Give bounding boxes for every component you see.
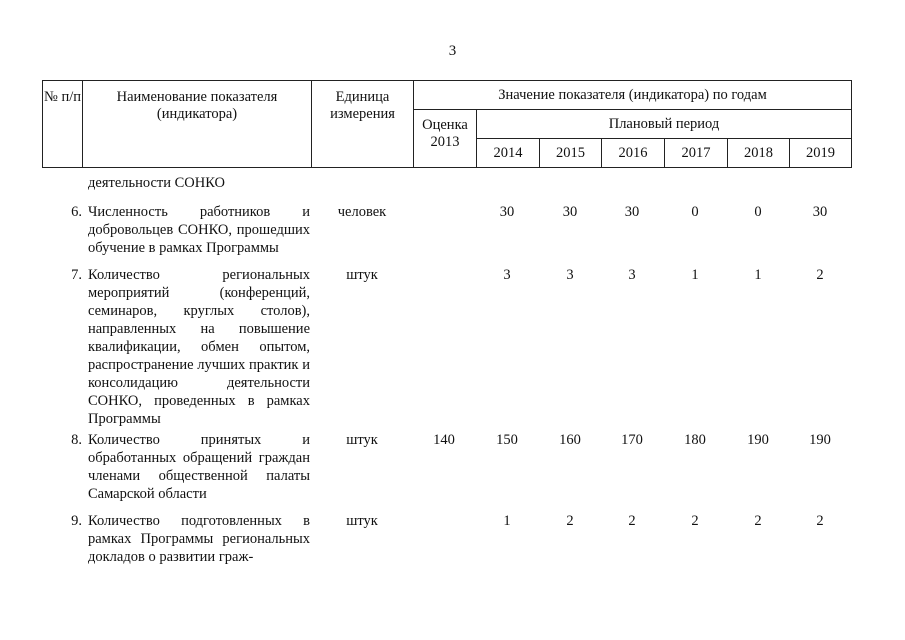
- row-value: 2: [628, 513, 636, 529]
- row-value: 2: [691, 513, 699, 529]
- row-value: 1: [503, 513, 511, 529]
- row-value: 0: [691, 204, 699, 220]
- header-estimate: Оценка 2013: [414, 110, 477, 168]
- row-value: 2: [754, 513, 762, 529]
- header-indicator-name: Наименование показателя (индикатора): [83, 81, 312, 168]
- header-planned-period: Плановый период: [477, 110, 852, 139]
- header-year: 2014: [477, 139, 540, 168]
- row-estimate: 140: [433, 432, 455, 448]
- continuation-text: деятельности СОНКО: [88, 175, 226, 191]
- row-value: 30: [812, 204, 828, 220]
- header-year: 2018: [728, 139, 790, 168]
- page-number: 3: [448, 43, 457, 59]
- row-value: 2: [816, 513, 824, 529]
- row-value: 3: [628, 267, 636, 283]
- row-value: 2: [566, 513, 574, 529]
- row-value: 0: [754, 204, 762, 220]
- indicator-table-header: [42, 80, 852, 168]
- row-indicator-name: Количество региональных мероприятий (конференций, семинаров, круглых столов), направленных на повышение квалификации, обмен опытом, распространение лучших практик и консолидацию деятельности СОНКО, проведенных в рамках Программы: [88, 267, 310, 427]
- row-indicator-name: Количество подготовленных в рамках Программы региональных докладов о развитии граж-: [88, 513, 310, 565]
- row-value: 30: [624, 204, 640, 220]
- row-value: 1: [754, 267, 762, 283]
- row-value: 30: [499, 204, 515, 220]
- row-value: 3: [503, 267, 511, 283]
- header-year: 2015: [540, 139, 602, 168]
- row-indicator-name: Количество принятых и обработанных обращений граждан членами общественной палаты Самарской области: [88, 432, 310, 502]
- header-unit: Единица измерения: [312, 81, 414, 168]
- row-value: 160: [559, 432, 581, 448]
- row-indicator-name: Численность работников и добровольцев СОНКО, прошедших обучение в рамках Программы: [88, 204, 310, 256]
- row-value: 2: [816, 267, 824, 283]
- row-number: 9.: [71, 513, 82, 529]
- header-year: 2016: [602, 139, 665, 168]
- header-number: № п/п: [43, 81, 83, 168]
- row-number: 6.: [71, 204, 82, 220]
- row-value: 180: [684, 432, 706, 448]
- header-values-by-year: Значение показателя (индикатора) по годам: [414, 81, 852, 110]
- row-value: 1: [691, 267, 699, 283]
- row-unit: штук: [346, 513, 378, 529]
- row-unit: штук: [346, 432, 378, 448]
- row-value: 190: [747, 432, 769, 448]
- header-year: 2019: [790, 139, 852, 168]
- row-unit: штук: [346, 267, 378, 283]
- row-value: 190: [809, 432, 831, 448]
- header-year: 2017: [665, 139, 728, 168]
- row-value: 150: [496, 432, 518, 448]
- row-value: 30: [562, 204, 578, 220]
- row-unit: человек: [337, 204, 387, 220]
- row-value: 3: [566, 267, 574, 283]
- row-number: 8.: [71, 432, 82, 448]
- row-number: 7.: [71, 267, 82, 283]
- row-value: 170: [621, 432, 643, 448]
